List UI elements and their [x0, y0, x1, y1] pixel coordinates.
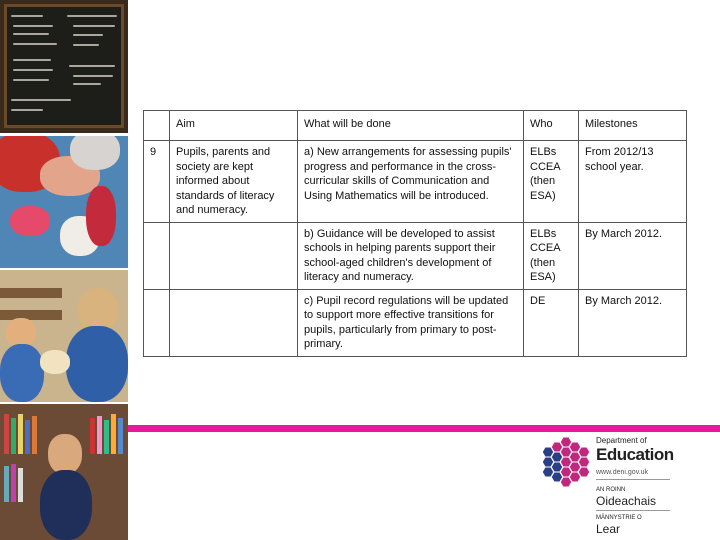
action-cell: a) New arrangements for assessing pupils' progress and performance in the cross-curricular skills of Communication and Using Mathematics will be introduced. [298, 141, 524, 223]
logo-hexagon [552, 453, 562, 462]
logo-hexagon [570, 463, 580, 472]
logo-hexagon [543, 468, 553, 477]
logo-ulster-label: MÄNNYSTRIE O [596, 515, 642, 521]
logo-hexagon [561, 448, 571, 457]
logo-hexagon [570, 443, 580, 452]
milestone-cell: By March 2012. [579, 289, 687, 356]
library-photo [0, 404, 128, 540]
row-number [144, 222, 170, 289]
row-number [144, 289, 170, 356]
logo-hexagon [552, 443, 562, 452]
header-who: Who [524, 111, 579, 141]
logo-hexagon [552, 473, 562, 482]
header-number [144, 111, 170, 141]
row-number: 9 [144, 141, 170, 223]
logo-hexagon [579, 458, 589, 467]
classroom-craft-photo [0, 136, 128, 268]
table-row [144, 141, 687, 223]
logo-hexagon [543, 458, 553, 467]
who-cell: ELBs CCEA (then ESA) [524, 222, 579, 289]
action-cell: c) Pupil record regulations will be updated to support more effective transitions for pupils, particularly from primary to post-primary. [298, 289, 524, 356]
logo-hexagon [543, 448, 553, 457]
aim-cell: Pupils, parents and society are kept informed about standards of literacy and numeracy. [170, 141, 298, 223]
logo-irish-name: Oideachais [596, 494, 657, 508]
logo-hexagon [570, 453, 580, 462]
hexagon-cluster-icon [540, 436, 592, 492]
logo-hexagon [579, 468, 589, 477]
header-what: What will be done [298, 111, 524, 141]
logo-url-text: www.deni.gov.uk [596, 469, 649, 476]
logo-hexagon [579, 448, 589, 457]
logo-hexagon [561, 478, 571, 487]
logo-hexagon [561, 468, 571, 477]
logo-hexagon [570, 473, 580, 482]
action-cell: b) Guidance will be developed to assist schools in helping parents support their school-aged children's development of literacy and numeracy. [298, 222, 524, 289]
table-row [144, 289, 687, 356]
header-milestones: Milestones [579, 111, 687, 141]
children-reading-photo [0, 270, 128, 402]
chalkboard-photo [0, 0, 128, 133]
table-header-row [144, 111, 687, 141]
aim-cell [170, 222, 298, 289]
logo-hexagon [561, 438, 571, 447]
table-row [144, 222, 687, 289]
logo-divider [596, 479, 670, 480]
accent-bar [128, 425, 720, 432]
milestone-cell: By March 2012. [579, 222, 687, 289]
logo-divider [596, 510, 670, 511]
header-aim: Aim [170, 111, 298, 141]
logo-ulster-name: Lear [596, 522, 621, 536]
who-cell: DE [524, 289, 579, 356]
who-cell: ELBs CCEA (then ESA) [524, 141, 579, 223]
logo-hexagon [561, 458, 571, 467]
logo-dept-text: Department of [596, 436, 647, 445]
department-of-education-logo [540, 436, 680, 540]
logo-name-text: Education [596, 445, 674, 464]
action-plan-table [143, 110, 687, 357]
milestone-cell: From 2012/13 school year. [579, 141, 687, 223]
aim-cell [170, 289, 298, 356]
logo-hexagon [552, 463, 562, 472]
logo-irish-label: AN ROINN [596, 487, 626, 493]
